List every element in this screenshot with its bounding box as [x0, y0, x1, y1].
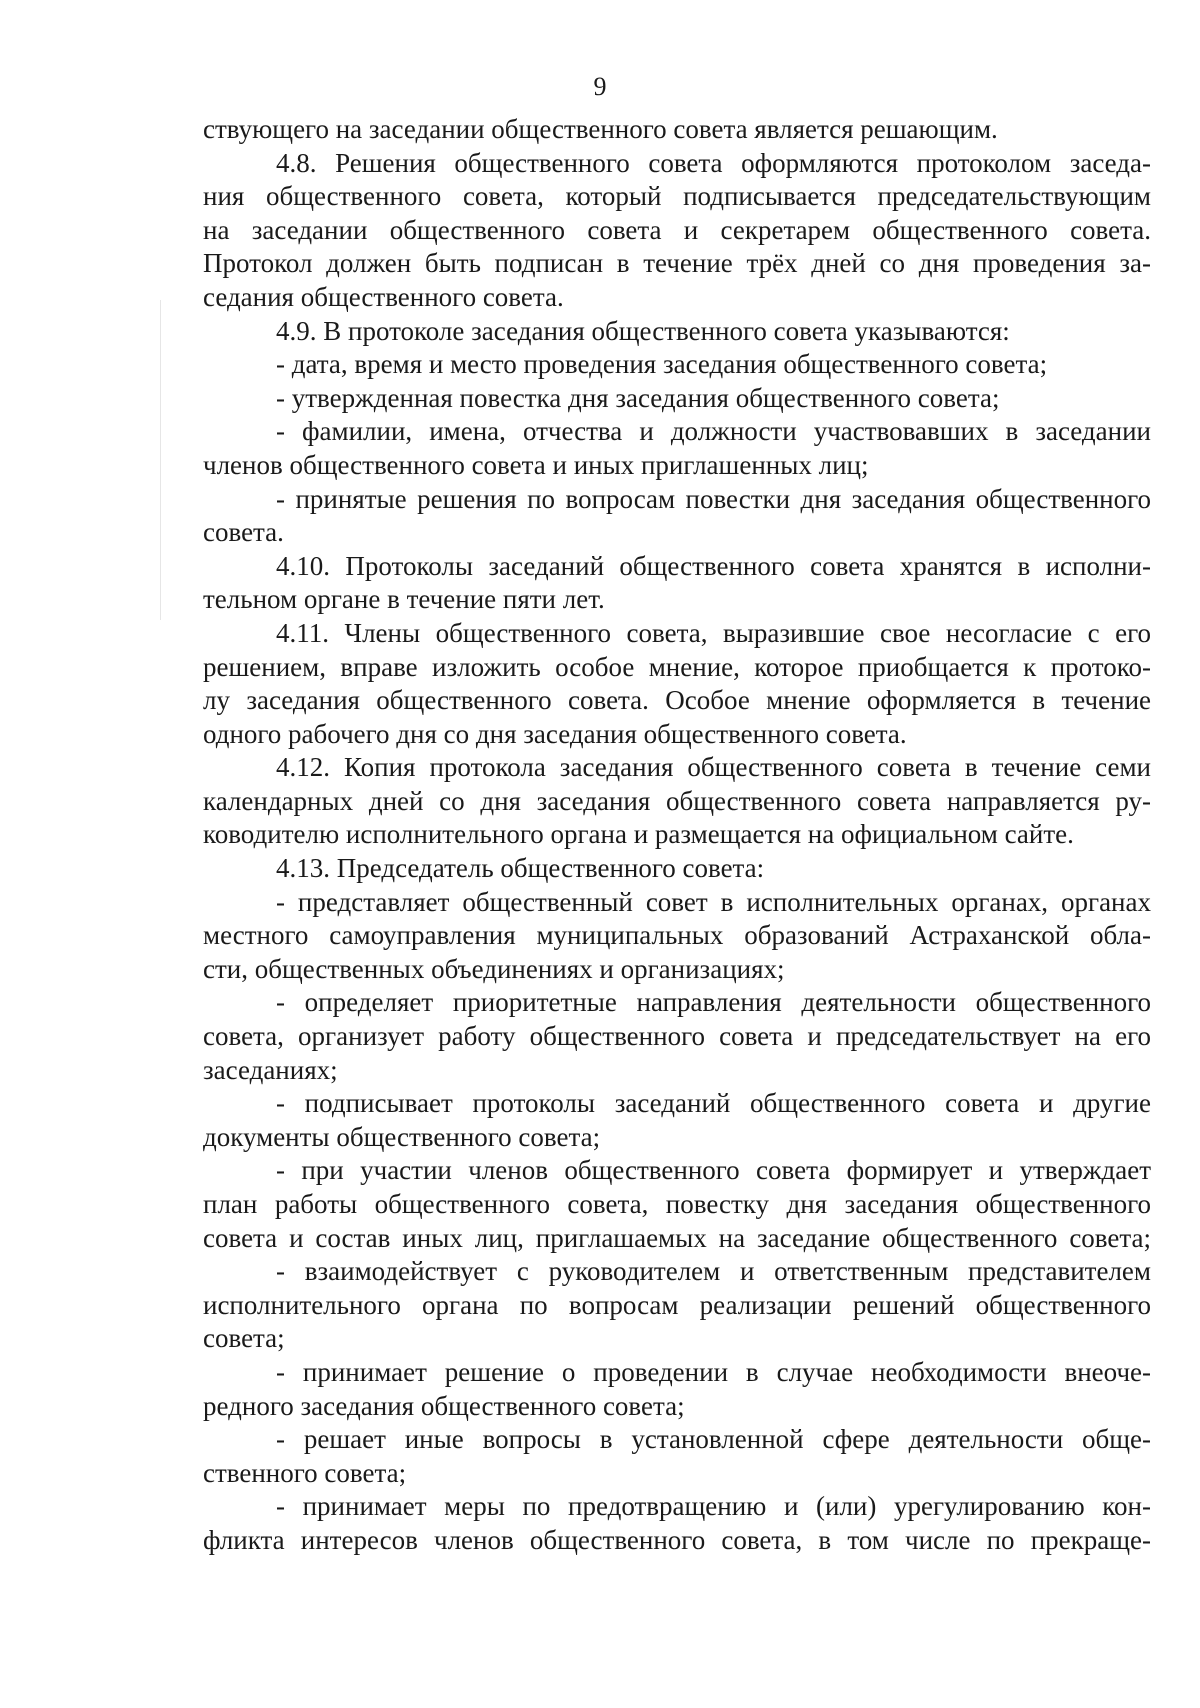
text-line: календарных дней со дня заседания общественного совета направляется ру-: [203, 785, 1151, 816]
text-line: местного самоуправления муниципальных образований Астраханской обла-: [203, 920, 1151, 951]
text-line: фликта интересов членов общественного совета, в том числе по прекраще-: [203, 1524, 1151, 1555]
text-line: - представляет общественный совет в исполнительных органах, органах: [276, 886, 1151, 917]
text-line: - принимает решение о проведении в случае необходимости внеоче-: [276, 1356, 1151, 1387]
text-line: ния общественного совета, который подписывается председательствующим: [203, 181, 1151, 212]
text-line: 4.9. В протоколе заседания общественного совета указываются:: [276, 315, 1010, 346]
text-line: Протокол должен быть подписан в течение трёх дней со дня проведения за-: [203, 248, 1151, 279]
text-line: лу заседания общественного совета. Особое мнение оформляется в течение: [203, 685, 1151, 716]
page-number: 9: [593, 72, 607, 101]
text-line: членов общественного совета и иных приглашенных лиц;: [203, 449, 869, 480]
text-line: 4.12. Копия протокола заседания общественного совета в течение семи: [276, 752, 1151, 783]
text-line: 4.13. Председатель общественного совета:: [276, 853, 765, 884]
text-line: ствующего на заседании общественного совета является решающим.: [203, 114, 998, 144]
text-line: - подписывает протоколы заседаний общественного совета и другие: [276, 1088, 1151, 1119]
text-line: одного рабочего дня со дня заседания общественного совета.: [203, 718, 907, 749]
text-line: - принятые решения по вопросам повестки дня заседания общественного: [276, 483, 1151, 514]
text-line: - утвержденная повестка дня заседания общественного совета;: [276, 382, 1000, 413]
text-line: тельном органе в течение пяти лет.: [203, 584, 605, 615]
text-line: совета и состав иных лиц, приглашаемых на заседание общественного совета;: [203, 1222, 1151, 1253]
text-line: совета.: [203, 517, 284, 548]
text-line: на заседании общественного совета и секретарем общественного совета.: [203, 214, 1151, 245]
text-line: совета, организует работу общественного совета и председательствует на его: [203, 1021, 1151, 1052]
text-line: 4.11. Члены общественного совета, выразившие свое несогласие с его: [276, 617, 1151, 648]
text-line: - взаимодействует с руководителем и ответственным представителем: [276, 1256, 1151, 1287]
text-line: документы общественного совета;: [203, 1121, 601, 1152]
text-line: - решает иные вопросы в установленной сфере деятельности обще-: [276, 1424, 1151, 1455]
text-line: решением, вправе изложить особое мнение, которое приобщается к протоко-: [203, 651, 1151, 682]
text-line: редного заседания общественного совета;: [203, 1390, 685, 1421]
text-line: 4.10. Протоколы заседаний общественного совета хранятся в исполни-: [276, 550, 1151, 581]
body-text: [0, 113, 1200, 1558]
text-line: ководителю исполнительного органа и размещается на официальном сайте.: [203, 819, 1074, 850]
text-line: - принимает меры по предотвращению и (или) урегулированию кон-: [276, 1491, 1151, 1522]
text-line: заседаниях;: [203, 1054, 338, 1085]
text-line: совета;: [203, 1323, 285, 1354]
text-line: план работы общественного совета, повестку дня заседания общественного: [203, 1189, 1151, 1219]
text-line: - дата, время и место проведения заседания общественного совета;: [276, 349, 1048, 380]
text-line: 4.8. Решения общественного совета оформляются протоколом заседа-: [276, 147, 1151, 178]
text-line: исполнительного органа по вопросам реализации решений общественного: [203, 1289, 1151, 1320]
text-line: - фамилии, имена, отчества и должности участвовавших в заседании: [276, 416, 1151, 447]
text-line: ственного совета;: [203, 1457, 407, 1488]
text-line: - определяет приоритетные направления деятельности общественного: [276, 987, 1151, 1018]
text-line: сти, общественных объединениях и организациях;: [203, 953, 785, 984]
text-line: - при участии членов общественного совета формирует и утверждает: [276, 1155, 1151, 1186]
text-line: седания общественного совета.: [203, 281, 564, 312]
